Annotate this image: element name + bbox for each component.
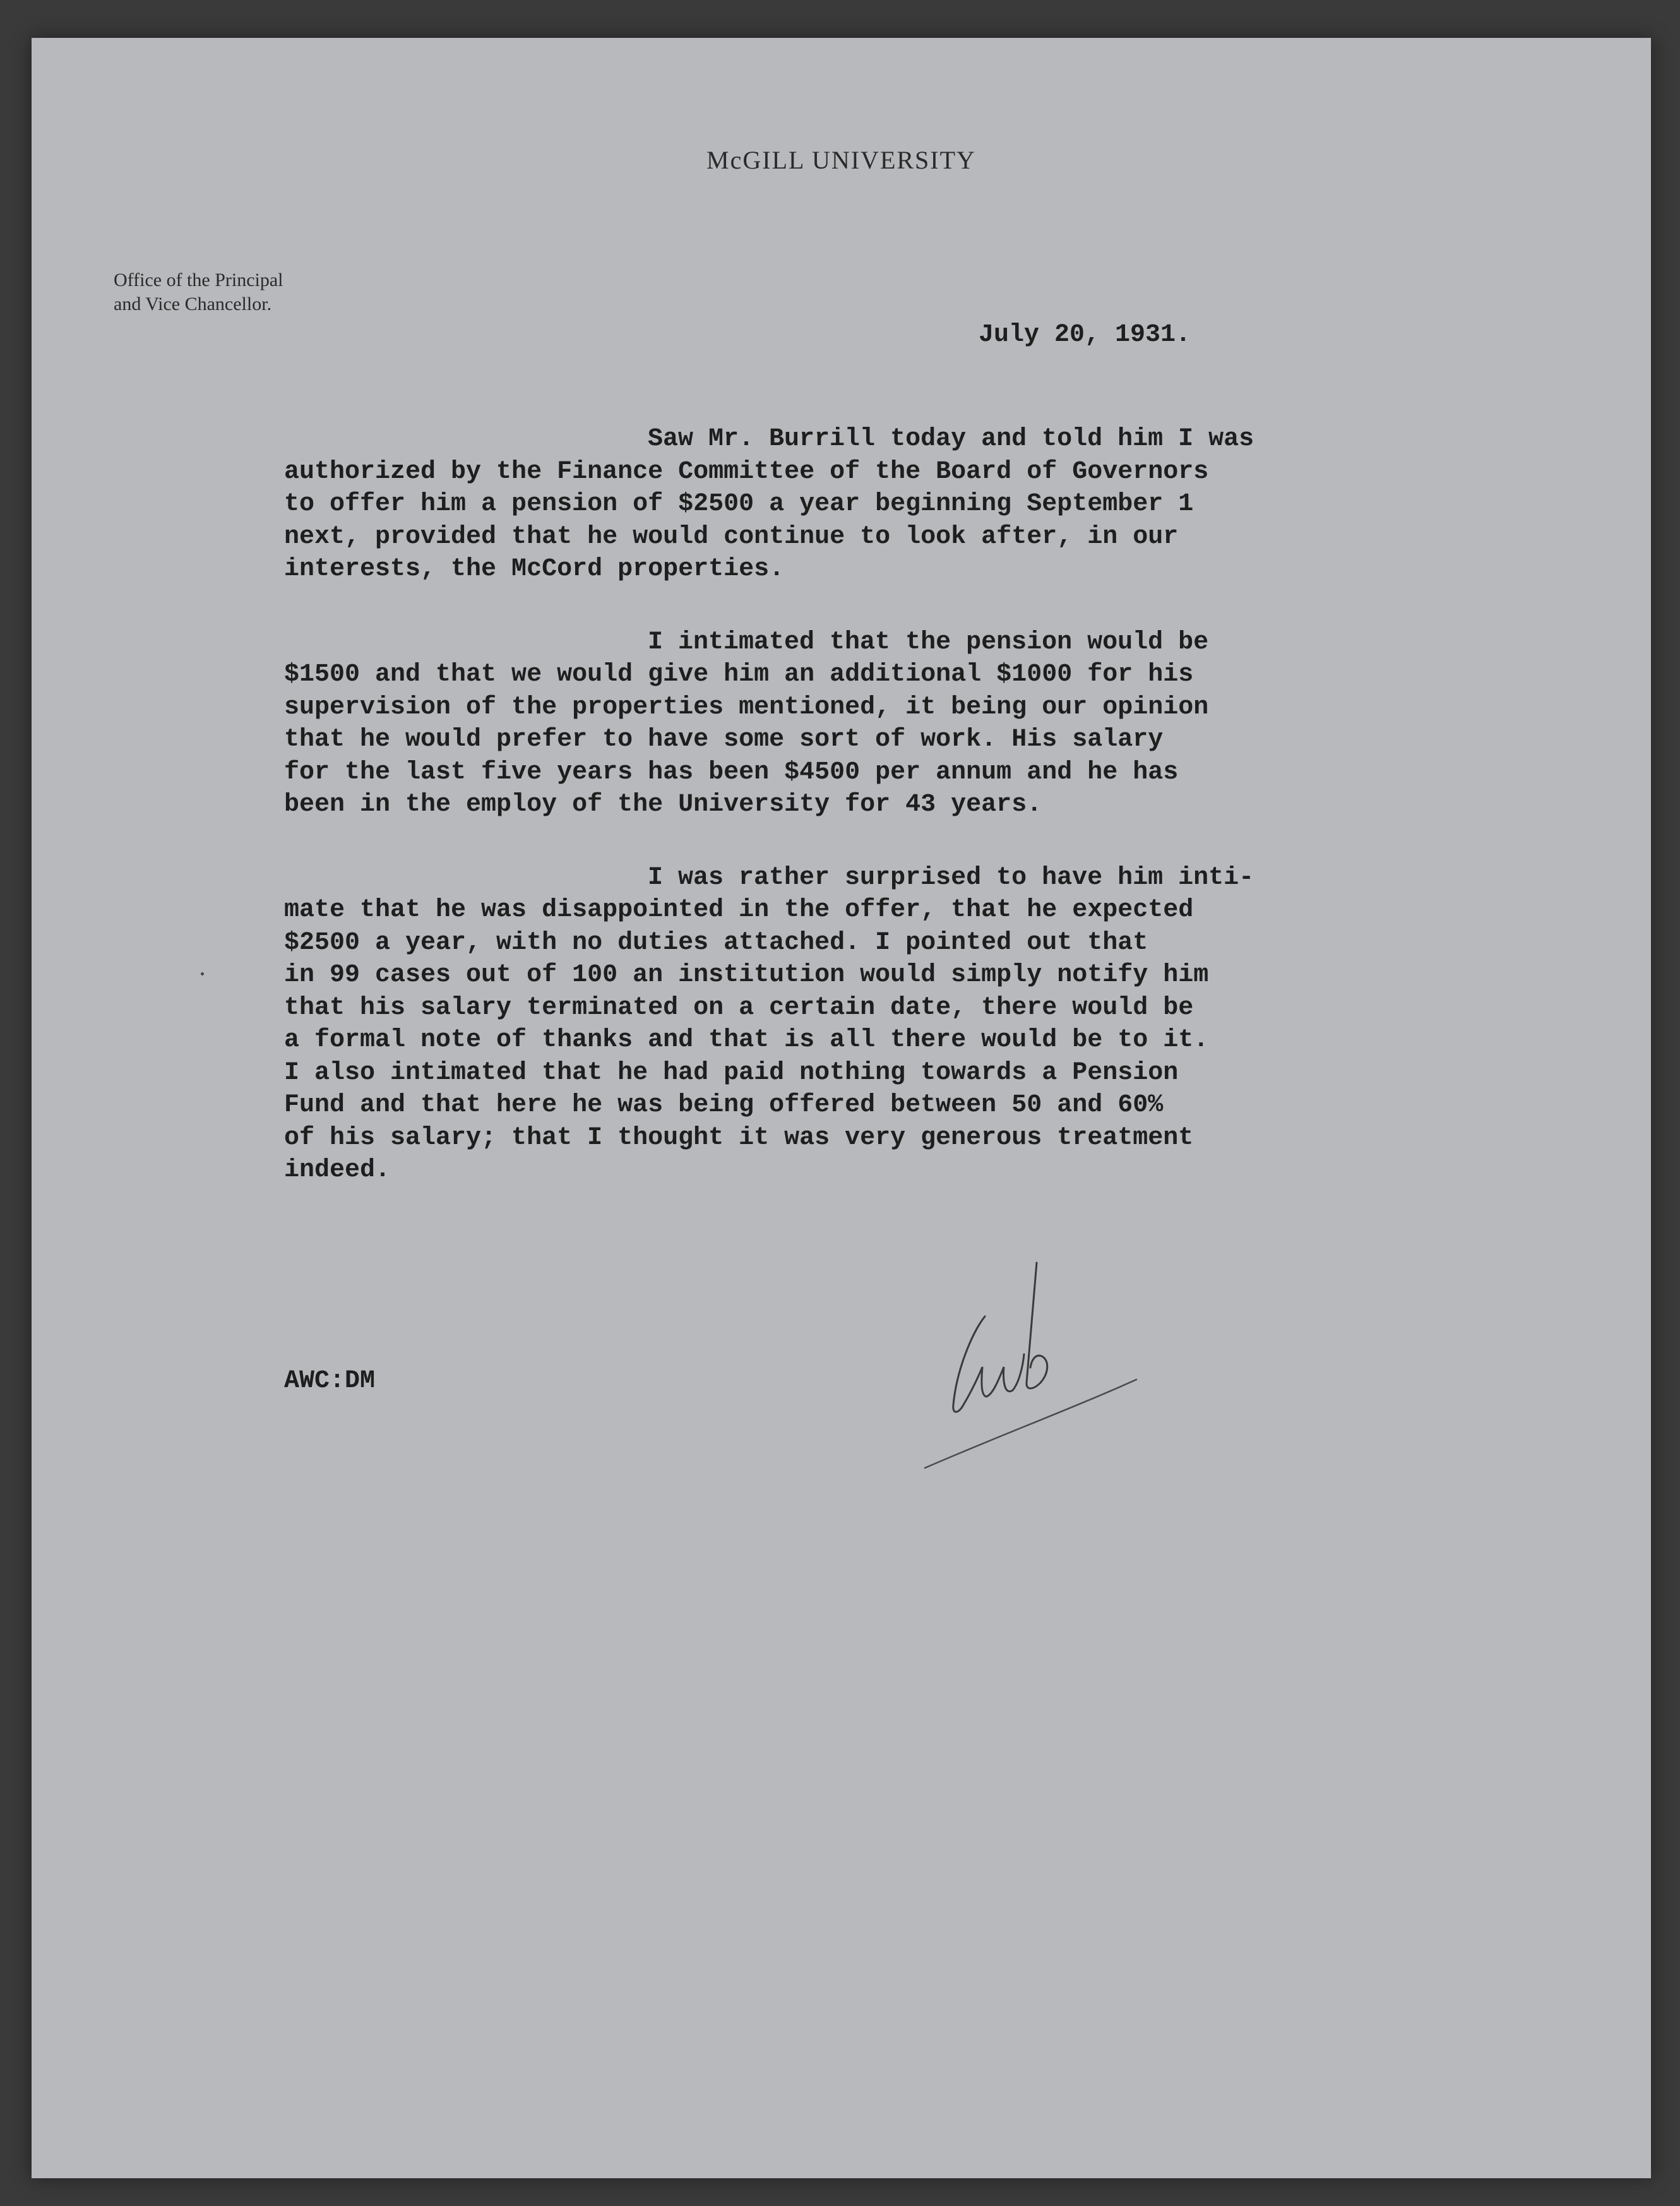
letter-page (32, 38, 1651, 2178)
letter-body (284, 423, 1509, 1227)
paragraph-3: I was rather surprised to have him inti- mate that he was disappointed in the offer, that he expected $2500 a year, with no duties attached. I pointed out that in 99 cases out of 100 an institution would simply notify him that his salary terminated on a certain date, there would be a formal note of thanks and that is all there would be to it. I also intimated that he had paid nothing towards a Pension Fund and that here he was being offered between 50 and 60% of his salary; that I thought it was very generous treatment indeed. (284, 863, 1254, 1184)
office-line-1: Office of the Principal (114, 270, 283, 290)
paragraph-1: Saw Mr. Burrill today and told him I was authorized by the Finance Committee of the Board of Governors to offer him a pension of $2500 a year beginning September 1 next, provided that he would continue to look after, in our interests, the McCord properties. (284, 425, 1254, 583)
letter-date: July 20, 1931. (979, 321, 1191, 349)
signature-icon (884, 1225, 1155, 1490)
reference-initials: AWC:DM (284, 1367, 376, 1395)
letterhead-title: McGILL UNIVERSITY (706, 146, 976, 174)
office-line-2: and Vice Chancellor. (114, 294, 272, 314)
paper-speck (201, 972, 204, 975)
office-block (114, 268, 283, 316)
paragraph-2: I intimated that the pension would be $1500 and that we would give him an additional $1000 for his supervision of the properties mentioned, it being our opinion that he would prefer to have some sort of work. His salary for the last five years has been $4500 per annum and he has been in the employ of the University for 43 years. (284, 628, 1209, 819)
